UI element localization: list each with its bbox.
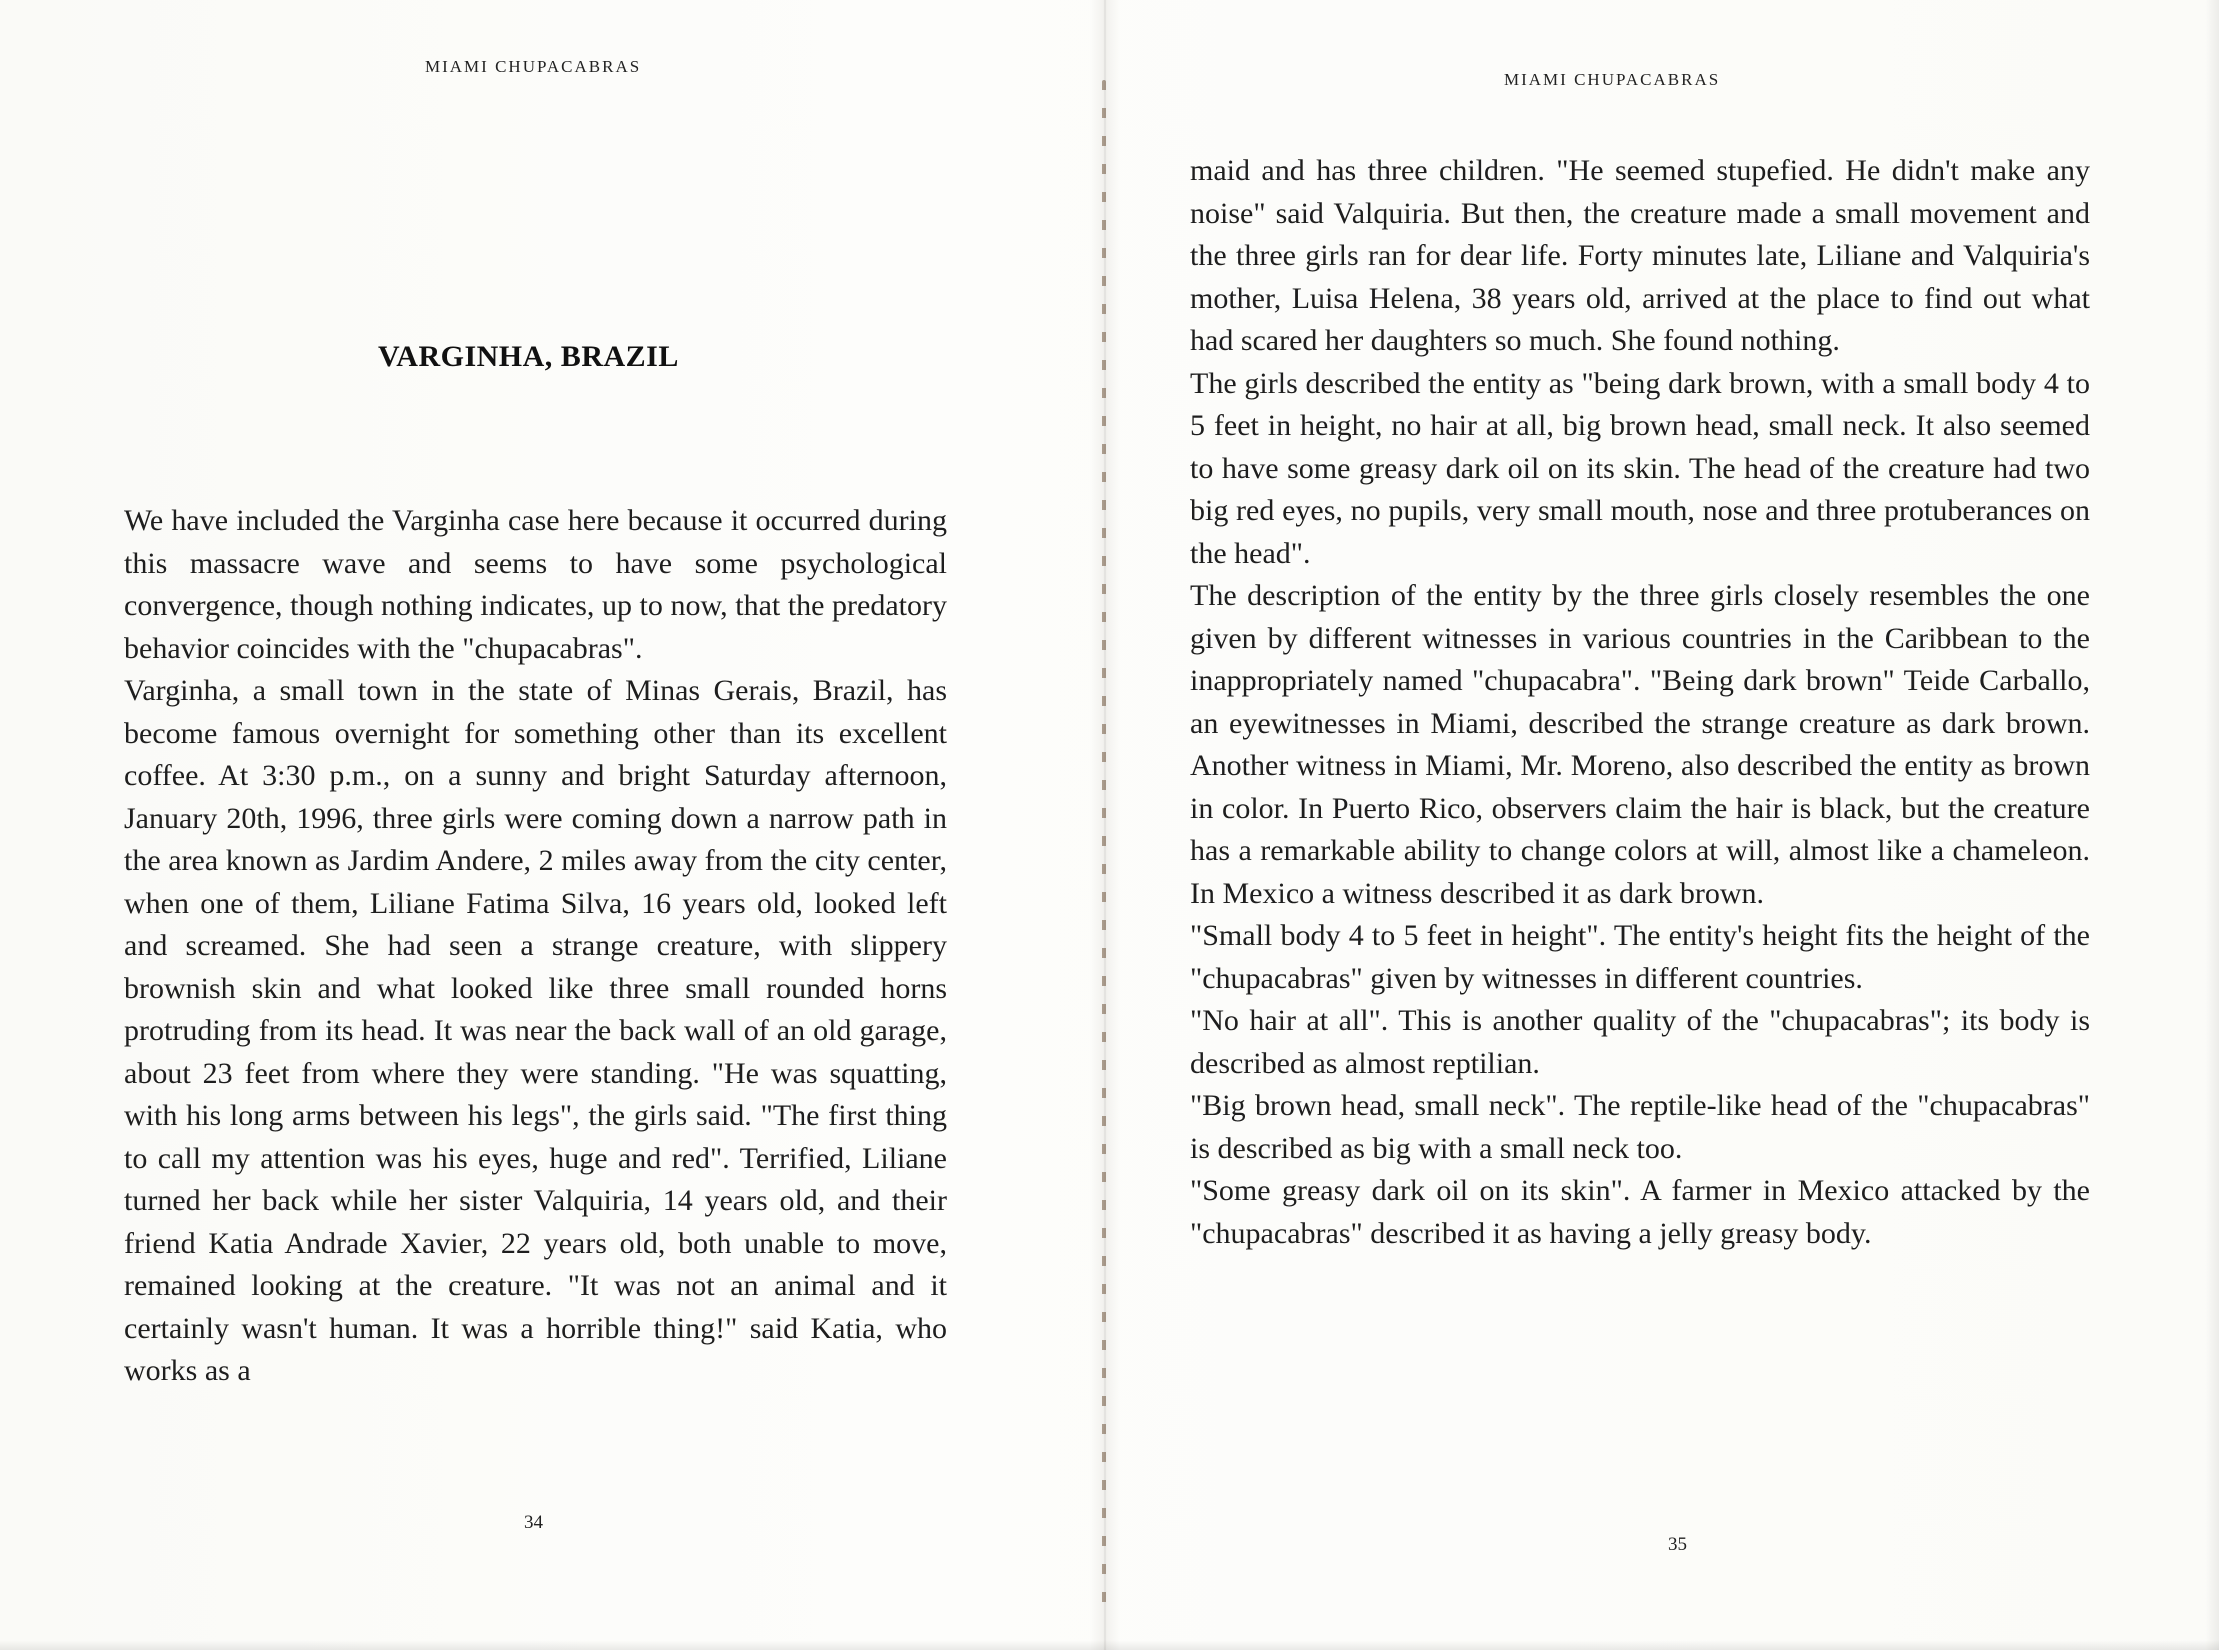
page-edge-shadow [0, 1640, 2219, 1650]
paragraph: We have included the Varginha case here because it occurred during this massacre wave and seems to have some psychological convergence, though nothing indicates, up to now, that the predatory behavior coincides with the "chupacabras". [124, 504, 947, 665]
paragraph: maid and has three children. "He seemed stupefied. He didn't make any noise" said Valquiria. But then, the creature made a small movement and the three girls ran for dear life. Forty minutes late, Liliane and Valquiria's mother, Luisa Helena, 38 years old, arrived at the place to find out what had scared her daughters so much. She found nothing. [1190, 154, 2090, 357]
running-head: MIAMI CHUPACABRAS [1504, 70, 1721, 89]
paragraph: "No hair at all". This is another quality of the "chupacabras"; its body is described as almost reptilian. [1190, 1004, 2090, 1080]
paragraph: "Big brown head, small neck". The reptile-like head of the "chupacabras" is described as big with a small neck too. [1190, 1089, 2090, 1165]
body-text [1190, 150, 2090, 1255]
body-text [124, 500, 947, 1393]
page-edge-shadow [2205, 0, 2219, 1650]
paragraph: The girls described the entity as "being dark brown, with a small body 4 to 5 feet in height, no hair at all, big brown head, small neck. It also seemed to have some greasy dark oil on its skin. The head of the creature had two big red eyes, no pupils, very small mouth, nose and three protuberances on the head". [1190, 366, 2090, 570]
right-page [1120, 0, 2219, 1650]
page-number: 35 [1668, 1534, 1687, 1555]
page-number: 34 [524, 1512, 543, 1533]
paragraph: The description of the entity by the three girls closely resembles the one given by different witnesses in various countries in the Caribbean to the inappropriately named "chupacabra". "Being dark brown" Teide Carballo, an eyewitnesses in Miami, described the strange creature as dark brown. Another witness in Miami, Mr. Moreno, also described the entity as brown in color. In Puerto Rico, observers claim the hair is black, but the creature has a remarkable ability to change colors at will, almost like a chameleon. In Mexico a witness described it as dark brown. [1190, 579, 2090, 910]
paragraph: Varginha, a small town in the state of Minas Gerais, Brazil, has become famous overnight for something other than its excellent coffee. At 3:30 p.m., on a sunny and bright Saturday afternoon, January 20th, 1996, three girls were coming down a narrow path in the area known as Jardim Andere, 2 miles away from the city center, when one of them, Liliane Fatima Silva, 16 years old, looked left and screamed. She had seen a strange creature, with slippery brownish skin and what looked like three small rounded horns protruding from its head. It was near the back wall of an old garage, about 23 feet from where they were standing. "He was squatting, with his long arms between his legs", the girls said. "The first thing to call my attention was his eyes, huge and red". Terrified, Liliane turned her back while her sister Valquiria, 14 years old, and their friend Katia Andrade Xavier, 22 years old, both unable to move, remained looking at the creature. "It was not an animal and it certainly wasn't human. It was a horrible thing!" said Katia, who works as a [124, 674, 947, 1387]
running-head: MIAMI CHUPACABRAS [425, 57, 642, 76]
left-page [0, 0, 1090, 1650]
binding-stitch [1102, 80, 1106, 1620]
paragraph: "Small body 4 to 5 feet in height". The entity's height fits the height of the "chupacabras" given by witnesses in different countries. [1190, 919, 2090, 995]
paragraph: "Some greasy dark oil on its skin". A farmer in Mexico attacked by the "chupacabras" described it as having a jelly greasy body. [1190, 1174, 2090, 1250]
chapter-title: VARGINHA, BRAZIL [378, 340, 679, 373]
